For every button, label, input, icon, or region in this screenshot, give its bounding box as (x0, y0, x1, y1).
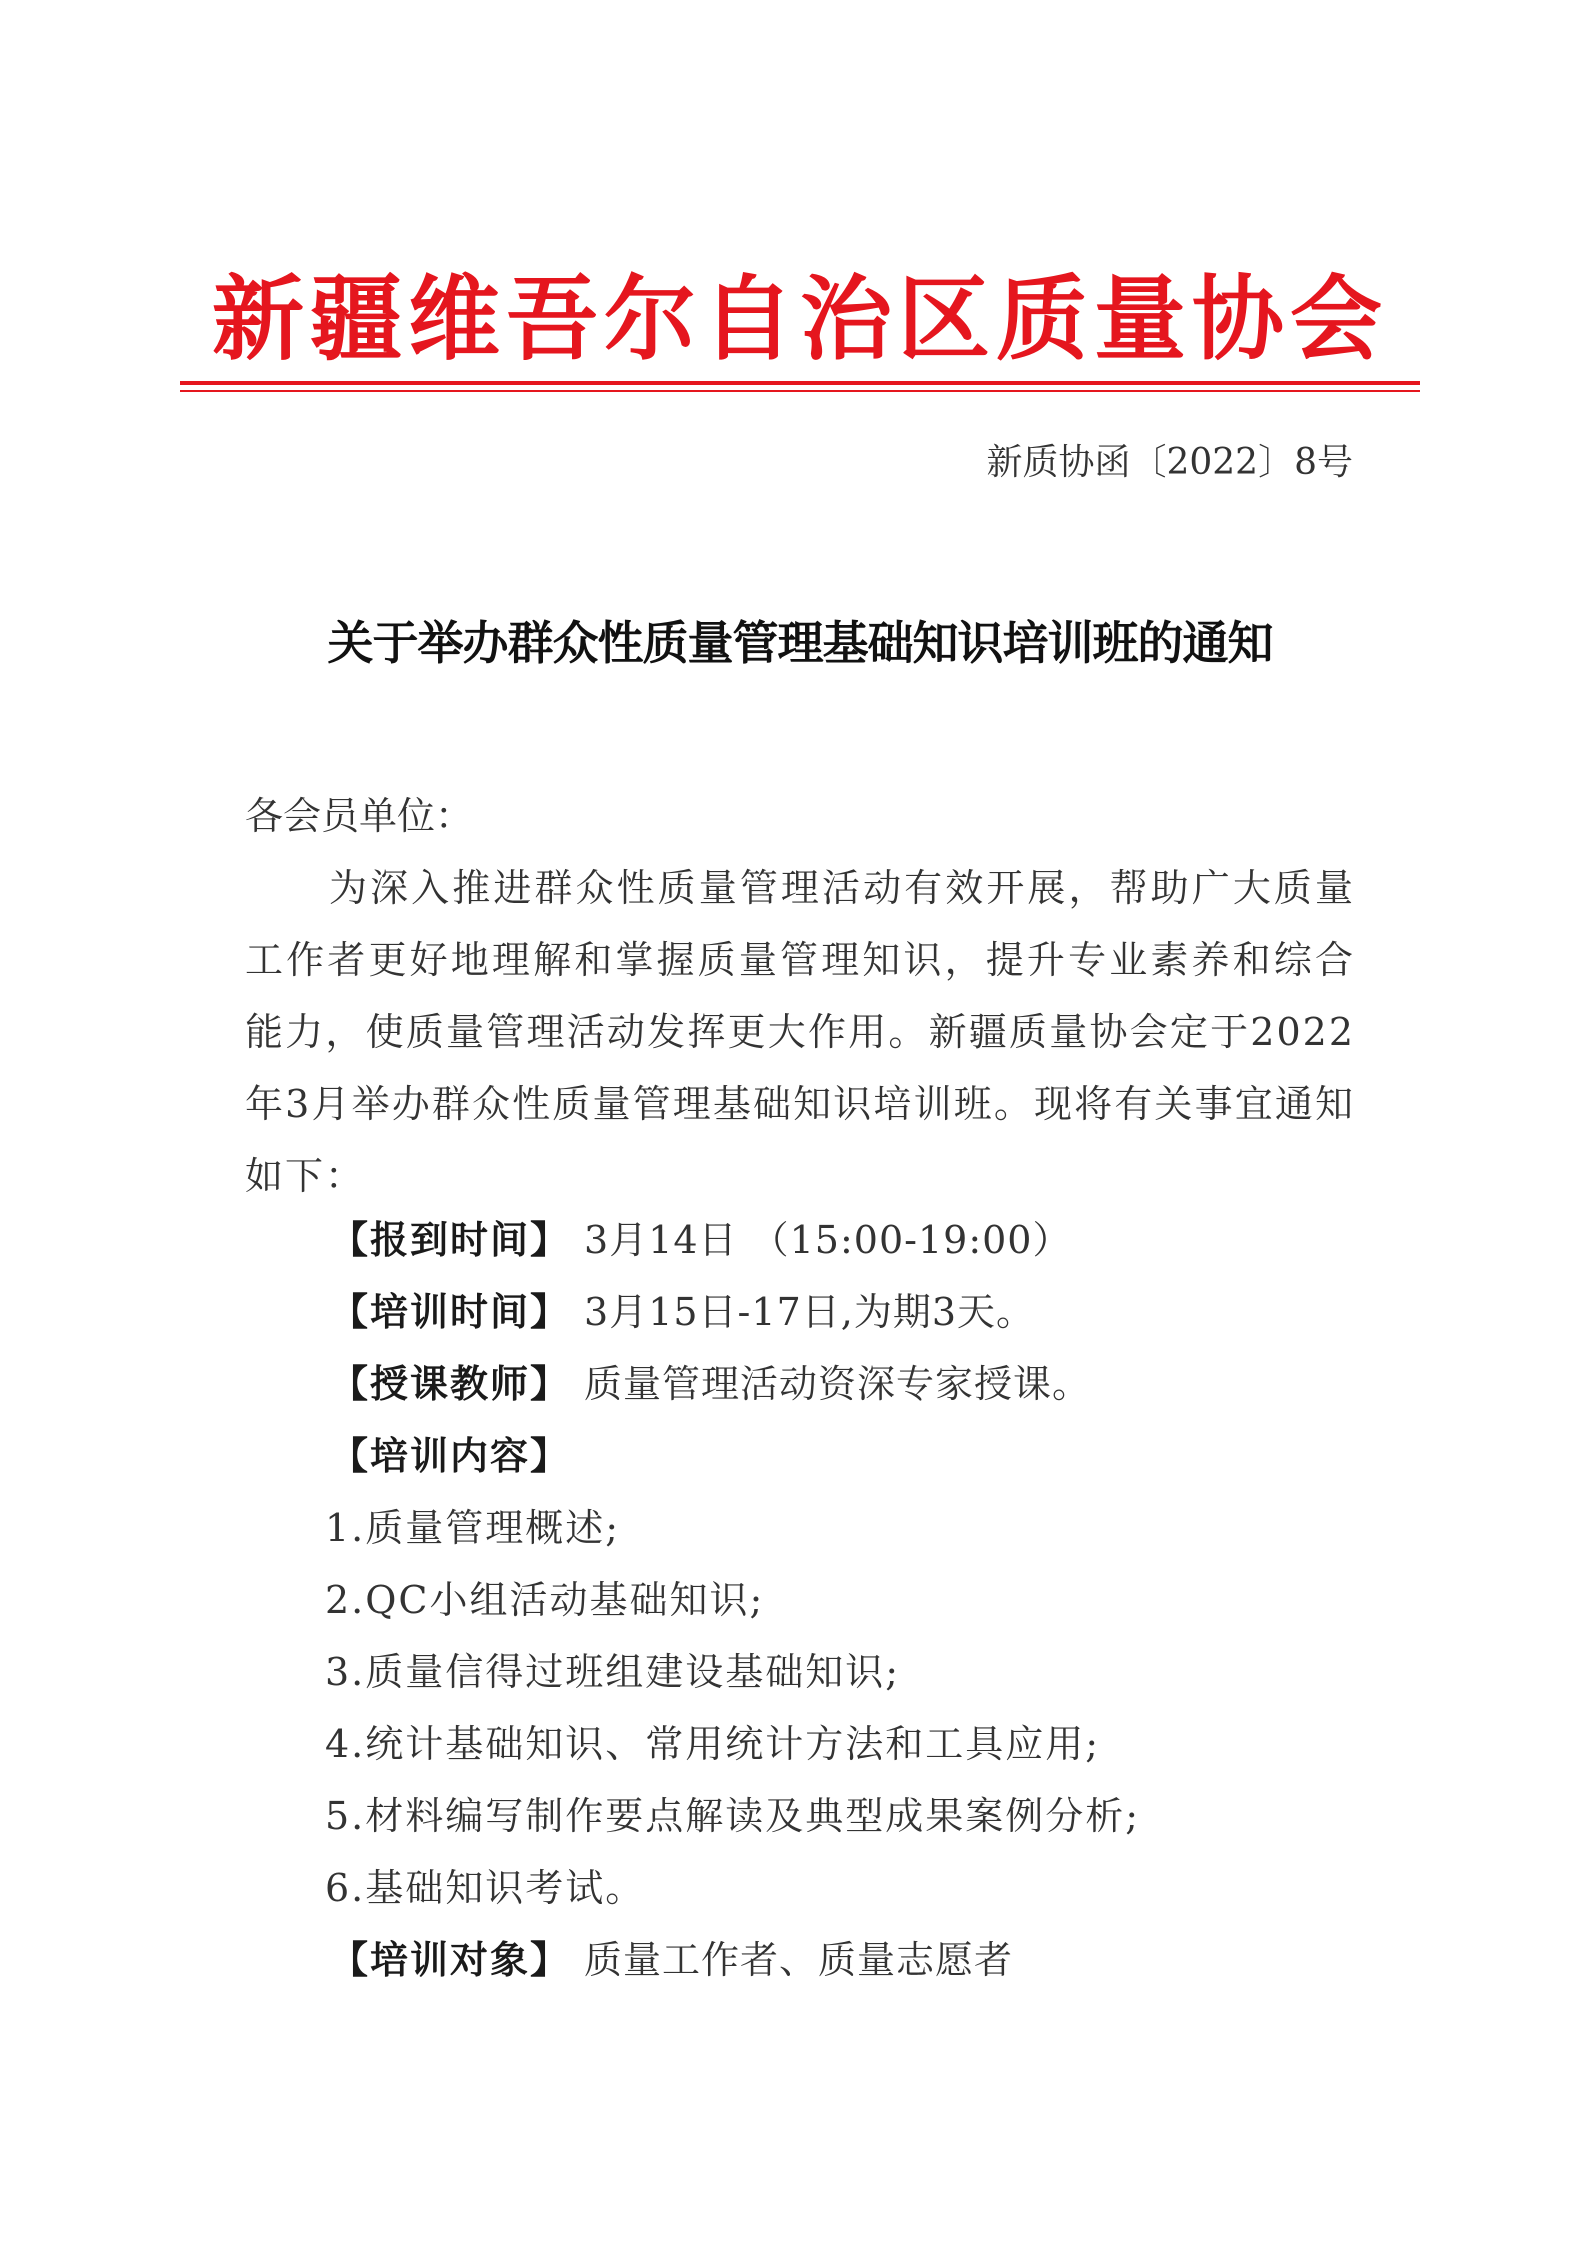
content-list-item: 3.质量信得过班组建设基础知识; (325, 1650, 901, 1694)
item-value: 3月15日-17日,为期3天。 (584, 1290, 1035, 1334)
organization-header: 新疆维吾尔自治区质量协会 (211, 266, 1388, 373)
content-list-item: 4.统计基础知识、常用统计方法和工具应用; (325, 1722, 1101, 1766)
document-title: 关于举办群众性质量管理基础知识培训班的通知 (327, 616, 1273, 670)
item-instructor (330, 1348, 1091, 1420)
header-rule-thick (180, 381, 1420, 385)
item-label: 【培训内容】 (330, 1434, 571, 1478)
item-label: 【授课教师】 (330, 1362, 571, 1406)
item-training-target (330, 1924, 1013, 1996)
content-list-item: 2.QC小组活动基础知识; (325, 1578, 765, 1622)
header-rule-thin (180, 390, 1420, 392)
item-label: 【培训对象】 (330, 1938, 571, 1982)
intro-paragraph: 为深入推进群众性质量管理活动有效开展，帮助广大质量工作者更好地理解和掌握质量管理知识，提升专业素养和综合能力，使质量管理活动发挥更大作用。新疆质量协会定于2022年3月举办群众性质量管理基础知识培训班。现将有关事宜通知如下： (245, 866, 1355, 1198)
item-value: 3月14日 （15:00-19:00） (584, 1218, 1072, 1262)
salutation: 各会员单位： (245, 794, 474, 838)
item-training-time (330, 1276, 1035, 1348)
item-label: 【报到时间】 (330, 1218, 571, 1262)
item-value: 质量管理活动资深专家授课。 (584, 1362, 1092, 1406)
item-label: 【培训时间】 (330, 1290, 571, 1334)
item-report-time (330, 1204, 1072, 1276)
item-value: 质量工作者、质量志愿者 (584, 1938, 1014, 1982)
item-training-content (330, 1420, 584, 1492)
content-list-item: 1.质量管理概述; (325, 1506, 621, 1550)
content-list-item: 5.材料编写制作要点解读及典型成果案例分析; (325, 1794, 1141, 1838)
content-list-item: 6.基础知识考试。 (325, 1866, 646, 1910)
document-number: 新质协函〔2022〕8号 (986, 442, 1353, 483)
